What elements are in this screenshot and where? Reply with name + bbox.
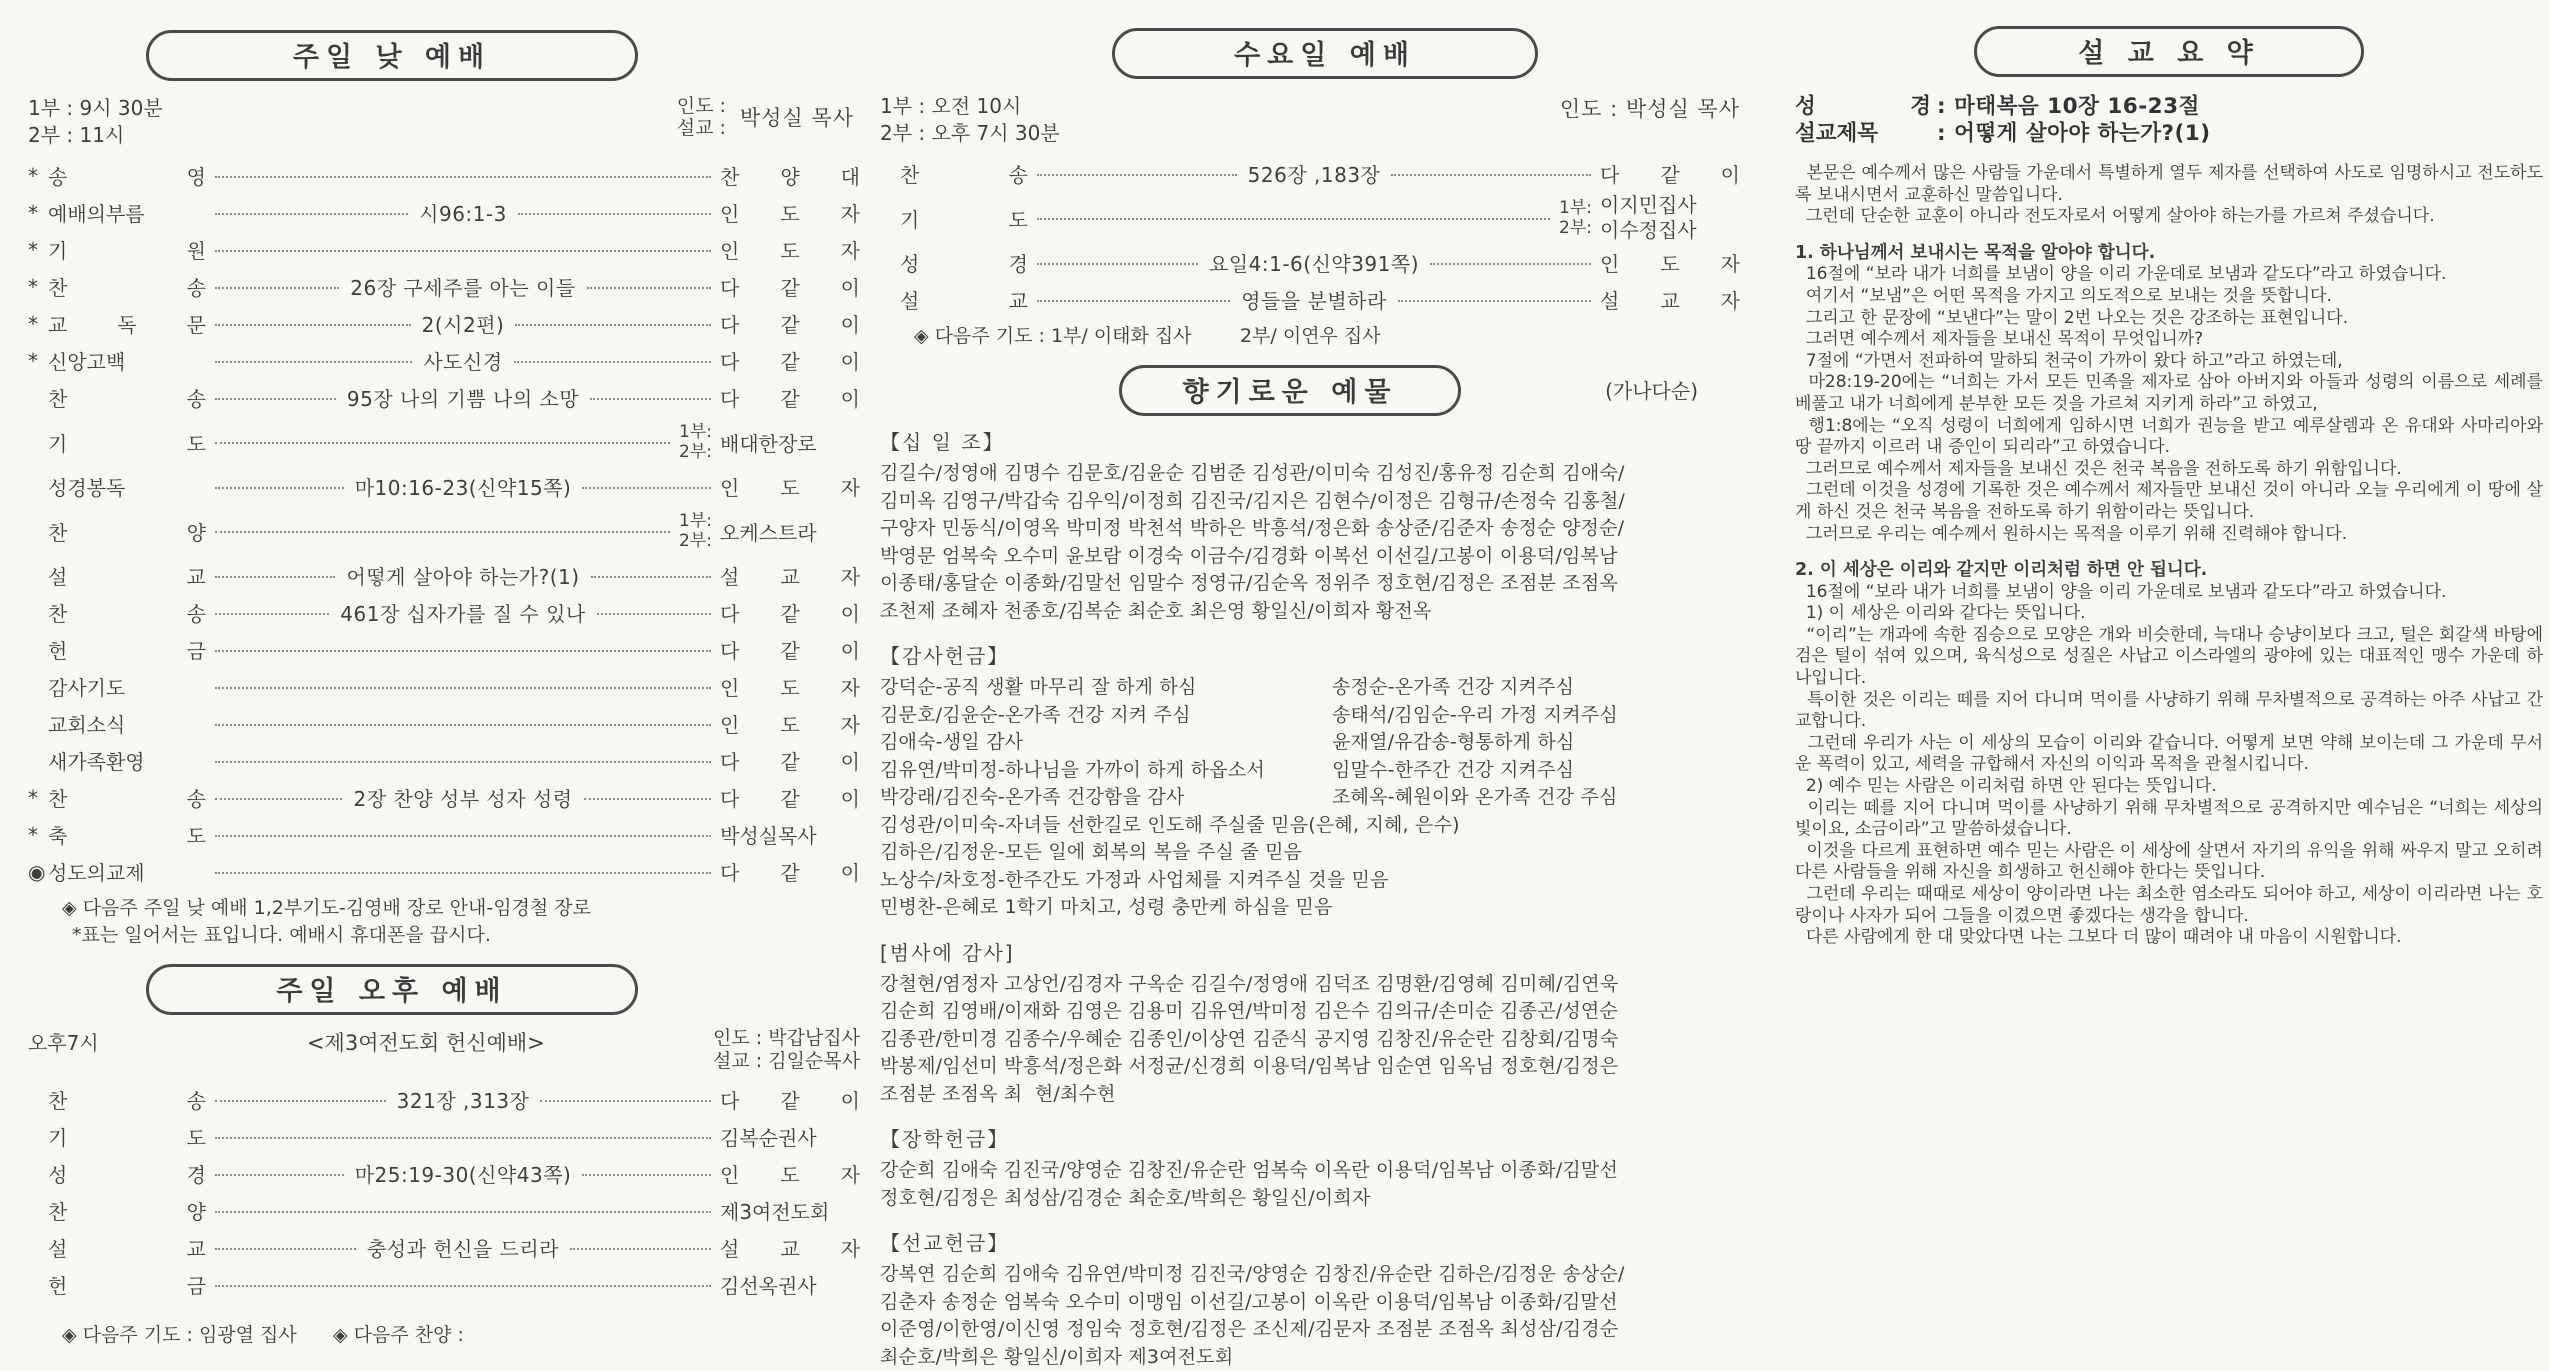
- service-row: [28, 416, 860, 468]
- offering-pair-row: [880, 702, 1740, 730]
- sermon-meta: [1795, 93, 2543, 147]
- sermon-heading: 1. 하나님께서 보내시는 목적을 알아야 합니다.: [1795, 243, 2543, 265]
- row-item: 2(시2편): [420, 309, 507, 338]
- offering-line: 구양자 민동식/이영옥 박미정 박천석 박하은 박흥석/정은화 송상준/김준자 송정순 양정순/: [880, 515, 1740, 543]
- service-row: [28, 305, 860, 342]
- offering-section: [880, 640, 1740, 922]
- dotted-leader: [215, 1086, 386, 1102]
- sermon-summary-title: 설 교 요 약: [1974, 26, 2364, 77]
- scripture-line: [1795, 93, 2543, 120]
- sunday-evening-title: 주일 오후 예배: [146, 964, 638, 1015]
- dotted-leader: [1037, 160, 1237, 176]
- service-times: [28, 95, 163, 149]
- row-label: 기 원: [48, 235, 206, 264]
- row-label: 찬 송: [48, 383, 206, 412]
- stand-note: *표는 일어서는 표입니다. 예배시 휴대폰을 끕시다.: [72, 923, 860, 948]
- row-responder: 찬 양 대: [720, 161, 860, 190]
- service-row: [28, 631, 860, 668]
- row-label: 찬 양: [48, 1196, 206, 1225]
- sermon-paragraph: 16절에 “보라 내가 너희를 보냄이 양을 이리 가운데로 보냄과 같도다”라고 하였습니다.: [1795, 582, 2543, 604]
- dotted-leader: [1037, 249, 1198, 265]
- row-label: 성 경: [900, 248, 1028, 277]
- dotted-leader: [215, 858, 711, 874]
- row-responder: [1600, 193, 1740, 243]
- sermon-paragraph: 여기서 “보냄”은 어떤 목적을 가지고 의도적으로 보내는 것을 뜻합니다.: [1795, 286, 2543, 308]
- service-row: [28, 505, 860, 557]
- sermon-paragraph: 그런데 우리는 때때로 세상이 양이라면 나는 최소한 염소라도 되어야 하고, 세상이 이리라면 나는 호랑이나 사자가 되어 그들을 이겼으면 좋겠다는 생각을 합니다.: [1795, 884, 2543, 927]
- offering-line: 이준영/이한영/이신영 정임숙 정호현/김정은 조신제/김문자 조점분 조점옥 최성삼/김경순: [880, 1316, 1740, 1344]
- row-responder: 다 같 이: [720, 783, 860, 812]
- offering-line: 조점분 조점옥 최 현/최수현: [880, 1081, 1740, 1109]
- service-row: [28, 157, 860, 194]
- offering-line: 강순희 김애숙 김진국/양영순 김창진/유순란 엄복숙 이옥란 이용덕/임복남 이종화/김말선: [880, 1157, 1740, 1185]
- preacher-label: 설교 :: [677, 117, 726, 139]
- row-item: 461장 십자가를 질 수 있나: [338, 598, 587, 627]
- row-mark: *: [28, 349, 48, 373]
- wednesday-rows: [880, 155, 1740, 318]
- dotted-leader: [215, 1197, 711, 1213]
- row-mark: *: [28, 238, 48, 262]
- row-item: 321장 ,313장: [395, 1085, 532, 1114]
- dotted-leader: [215, 821, 711, 837]
- dotted-leader: [215, 747, 711, 763]
- row-item: 충성과 헌신을 드리라: [365, 1233, 561, 1262]
- offering-line: 민병찬-은혜로 1학기 마치고, 성령 충만케 하심을 믿음: [880, 894, 1740, 922]
- service-row: [28, 742, 860, 779]
- row-responder: 인 도 자: [720, 235, 860, 264]
- row-responder: 설 교 자: [720, 1233, 860, 1262]
- wednesday-offerings-column: [880, 0, 1740, 1371]
- dotted-leader: [1391, 160, 1591, 176]
- dotted-leader: [215, 384, 336, 400]
- service-row: [28, 557, 860, 594]
- offering-section-title: 【선교헌금】: [880, 1227, 1740, 1256]
- dotted-leader: [215, 1123, 711, 1139]
- service-row: [28, 1192, 860, 1229]
- service-time-1: 1부 : 9시 30분: [28, 95, 163, 122]
- dotted-leader: [591, 562, 711, 578]
- row-item: 마25:19-30(신약43쪽): [353, 1159, 574, 1188]
- service-row: [28, 1081, 860, 1118]
- offering-pair-row: [880, 674, 1740, 702]
- row-mark: *: [28, 786, 48, 810]
- sunday-day-header: [28, 95, 860, 149]
- offering-line: 김길수/정영애 김명수 김문호/김윤순 김범준 김성관/이미숙 김성진/홍유정 김순희 김애숙/: [880, 460, 1740, 488]
- offering-line: 이종태/홍달순 이종화/김말선 임말수 정영규/김순옥 정위주 정호현/김정은 조점분 조점옥: [880, 570, 1740, 598]
- evening-preacher: 설교 : 김일순목사: [713, 1050, 860, 1073]
- offering-entry: 윤재열/유감송-형통하게 하심: [1332, 729, 1740, 757]
- sermon-paragraph: 그런데 단순한 교훈이 아니라 전도자로서 어떻게 살아야 하는가를 가르쳐 주셨습니다.: [1795, 206, 2543, 228]
- row-label: 찬 송: [48, 272, 206, 301]
- row-mark: *: [28, 275, 48, 299]
- sermon-paragraph: 특이한 것은 이리는 떼를 지어 다니며 먹이를 사냥하기 위해 무차별적으로 공격하는 아주 사납고 간교합니다.: [1795, 690, 2543, 733]
- next-week-note: ◈ 다음주 주일 낮 예배 1,2부기도-김영배 장로 안내-임경철 장로: [62, 896, 860, 921]
- dotted-leader: [1037, 204, 1550, 220]
- offering-section-title: 【십 일 조】: [880, 426, 1740, 455]
- wednesday-time-1: 1부 : 오전 10시: [880, 93, 1060, 120]
- service-row: [28, 668, 860, 705]
- row-label: 감사기도: [48, 672, 206, 701]
- sermon-paragraph: 그런데 우리가 사는 이 세상의 모습이 이리와 같습니다. 어떻게 보면 약해 보이는데 그 가운데 무서운 폭력이 있고, 세력을 규합해서 자신의 이익과 목적을 관철시킵니다.: [1795, 733, 2543, 776]
- row-responder: 설 교 자: [1600, 285, 1740, 314]
- row-label: 송 영: [48, 161, 206, 190]
- row-responder: 박성실목사: [720, 820, 860, 849]
- service-row: [28, 1266, 860, 1303]
- offering-line: 김종관/한미경 김종수/우혜순 김종인/이상연 김준식 공지영 김창진/유순란 김창회/김명숙: [880, 1026, 1740, 1054]
- sermon-paragraph: 이리는 떼를 지어 다니며 먹이를 사냥하기 위해 무차별적으로 공격하지만 예수님은 “너희는 세상의 빛이요, 소금이라”고 말씀하셨습니다.: [1795, 798, 2543, 841]
- dotted-leader: [215, 710, 711, 726]
- sermon-paragraph: 2) 예수 믿는 사람은 이리처럼 하면 안 된다는 뜻입니다.: [1795, 776, 2543, 798]
- offering-pair-row: [880, 757, 1740, 785]
- wednesday-times: [880, 93, 1060, 147]
- sermon-paragraph: 그리고 한 문장에 “보낸다”는 말이 2번 나오는 것은 강조하는 표현입니다.: [1795, 308, 2543, 330]
- subject-line: [1795, 120, 2543, 147]
- offerings-title: 향기로운 예물: [1119, 365, 1461, 416]
- dotted-leader: [590, 384, 711, 400]
- row-label: 성경봉독: [48, 472, 206, 501]
- row-item: 어떻게 살아야 하는가?(1): [344, 561, 581, 590]
- row-item: 마10:16-23(신약15쪽): [353, 472, 574, 501]
- sermon-paragraph: 그런데 이것을 성경에 기록한 것은 예수께서 제자들만 보내신 것이 아니라 오늘 우리에게 이 땅에 살게 하신 것은 천국 복음을 전하도록 하기 위함이라는 뜻입니다.: [1795, 480, 2543, 523]
- sermon-paragraph: 행1:8에는 “오직 성령이 너희에게 임하시면 너희가 권능을 받고 예루살렘과 온 유대와 사마리아와 땅 끝까지 이르러 내 증인이 되리라”고 하였습니다.: [1795, 416, 2543, 459]
- part-label: 2부:: [1559, 218, 1592, 238]
- row-responder: 인 도 자: [720, 1159, 860, 1188]
- sermon-paragraph: 7절에 “가면서 전파하여 말하되 천국이 가까이 왔다 하고”라고 하였는데,: [1795, 351, 2543, 373]
- evening-leader: 인도 : 박갑남집사: [713, 1027, 860, 1050]
- row-item: 526장 ,183장: [1246, 159, 1383, 188]
- row-part-labels: [679, 511, 712, 551]
- dotted-leader: [215, 784, 342, 800]
- sermon-summary-column: [1795, 0, 2543, 949]
- sunday-evening-header: [28, 1027, 860, 1073]
- offering-line: 최순호/박희은 황일신/이희자 제3여전도회: [880, 1344, 1740, 1371]
- service-row: [28, 379, 860, 416]
- row-part-labels: [679, 422, 712, 462]
- dotted-leader: [587, 273, 711, 289]
- leader-labels: [677, 95, 726, 139]
- row-responder: 다 같 이: [720, 635, 860, 664]
- row-label: 설 교: [48, 561, 206, 590]
- sermon-paragraph: 이것을 다르게 표현하면 예수 믿는 사람은 이 세상에 살면서 자기의 유익을 위해 싸우지 말고 오히려 다른 사람들을 위해 자신을 희생하고 헌신해야 한다는 뜻입니다.: [1795, 841, 2543, 884]
- sunday-day-column: [28, 0, 860, 1348]
- sermon-body: [1795, 163, 2543, 949]
- service-row: [28, 194, 860, 231]
- row-item: 95장 나의 기쁨 나의 소망: [345, 383, 581, 412]
- dotted-leader: [215, 673, 711, 689]
- service-row: [28, 268, 860, 305]
- service-row: [880, 155, 1740, 192]
- sermon-paragraph: 본문은 예수께서 많은 사람들 가운데서 특별하게 열두 제자를 선택하여 사도로 임명하시고 전도하도록 보내시면서 교훈하신 말씀입니다.: [1795, 163, 2543, 206]
- dotted-leader: [215, 517, 670, 533]
- row-responder: 다 같 이: [720, 1085, 860, 1114]
- dotted-leader: [215, 562, 335, 578]
- sermon-paragraph: 16절에 “보라 내가 너희를 보냄이 양을 이리 가운데로 보냄과 같도다”라고 하였습니다.: [1795, 264, 2543, 286]
- subject-label: 설교제목: [1795, 120, 1931, 147]
- row-label: 기 도: [48, 428, 206, 457]
- row-item: 사도신경: [421, 346, 504, 375]
- row-label: 성도의교제: [48, 857, 206, 886]
- sermon-paragraph: “이리”는 개과에 속한 짐승으로 모양은 개와 비슷한데, 늑대나 승냥이보다 크고, 털은 회갈색 바탕에 검은 털이 섞여 있으며, 육식성으로 성질은 사납고 이스라엘의 광야에 있는 대표적인 맹수 가운데 하나입니다.: [1795, 625, 2543, 690]
- row-responder: 제3여전도회: [720, 1196, 860, 1225]
- sermon-paragraph: 그러므로 예수께서 제자들을 보내신 것은 천국 복음을 전하도록 하기 위함입니다.: [1795, 459, 2543, 481]
- row-label: 찬 송: [48, 1085, 206, 1114]
- service-row: [28, 1229, 860, 1266]
- wednesday-next-week-note: ◈ 다음주 기도 : 1부/ 이태화 집사 2부/ 이연우 집사: [914, 324, 1740, 349]
- row-responder: 다 같 이: [720, 272, 860, 301]
- offering-entry: 송태석/김임순-우리 가정 지켜주심: [1332, 702, 1740, 730]
- offering-line: 김하은/김정운-모든 일에 회복의 복을 주실 줄 믿음: [880, 839, 1740, 867]
- row-label: 설 교: [900, 285, 1028, 314]
- row-item: 요일4:1-6(신약391쪽): [1207, 248, 1421, 277]
- sermon-paragraph: 마28:19-20에는 “너희는 가서 모든 민족을 제자로 삼아 아버지와 아들과 성령의 이름으로 세례를 베풀고 내가 너희에게 분부한 모든 것을 가르쳐 지키게 하라”고 하였고,: [1795, 372, 2543, 415]
- dotted-leader: [215, 473, 344, 489]
- row-label: 기 도: [900, 204, 1028, 233]
- dotted-leader: [215, 273, 339, 289]
- row-label: 신앙고백: [48, 346, 206, 375]
- sermon-paragraph: 그러므로 우리는 예수께서 원하시는 목적을 이루기 위해 진력해야 합니다.: [1795, 524, 2543, 546]
- part-label: 1부:: [679, 511, 712, 531]
- evening-subtitle: <제3여전도회 헌신예배>: [307, 1027, 545, 1057]
- service-row: [880, 281, 1740, 318]
- dotted-leader: [215, 347, 412, 363]
- offering-line: 정호현/김정은 최성삼/김경순 최순호/박희은 황일신/이희자: [880, 1185, 1740, 1213]
- dotted-leader: [1398, 286, 1591, 302]
- row-mark: *: [28, 312, 48, 336]
- offering-line: 김성관/이미숙-자녀들 선한길로 인도해 주실줄 믿음(은혜, 지혜, 은수): [880, 812, 1740, 840]
- row-label: 교회소식: [48, 709, 206, 738]
- offering-entry: 김문호/김윤순-온가족 건강 지켜 주심: [880, 702, 1332, 730]
- dotted-leader: [215, 199, 408, 215]
- row-label: 예배의부름: [48, 198, 206, 227]
- row-label: 축 도: [48, 820, 206, 849]
- row-mark: ◉: [28, 860, 48, 884]
- dotted-leader: [215, 428, 670, 444]
- row-responder: 김선옥권사: [720, 1270, 860, 1299]
- offering-entry: 송정순-온가족 건강 지켜주심: [1332, 674, 1740, 702]
- part-label: 1부:: [679, 422, 712, 442]
- row-label: 찬 송: [900, 159, 1028, 188]
- offerings-header: [880, 365, 1740, 411]
- row-mark: *: [28, 164, 48, 188]
- offering-line: 김순희 김영배/이재화 김영은 김용미 김유연/박미정 김은수 김의규/손미순 김종곤/성연순: [880, 998, 1740, 1026]
- part-label: 2부:: [679, 442, 712, 462]
- offering-line: 노상수/차호정-한주간도 가정과 사업체를 지켜주실 것을 믿음: [880, 867, 1740, 895]
- row-label: 헌 금: [48, 1270, 206, 1299]
- row-responder: 인 도 자: [720, 472, 860, 501]
- evening-next-week-note: ◈ 다음주 기도 : 임광열 집사 ◈ 다음주 찬양 :: [62, 1323, 860, 1348]
- row-responder: 인 도 자: [1600, 248, 1740, 277]
- dotted-leader: [584, 784, 711, 800]
- row-responder: 인 도 자: [720, 709, 860, 738]
- offerings-sections: [880, 426, 1740, 1371]
- service-row: [28, 1155, 860, 1192]
- row-responder: 인 도 자: [720, 672, 860, 701]
- offering-entry: 김애숙-생일 감사: [880, 729, 1332, 757]
- dotted-leader: [518, 199, 711, 215]
- wednesday-leader: 인도 : 박성실 목사: [1560, 93, 1740, 123]
- row-label: 교 독 문: [48, 309, 206, 338]
- offering-line: 김춘자 송정순 엄복숙 오수미 이맹임 이선길/고봉이 이옥란 이용덕/임복남 이종화/김말선: [880, 1289, 1740, 1317]
- offering-section: [880, 937, 1740, 1109]
- row-responder: 인 도 자: [720, 198, 860, 227]
- dotted-leader: [215, 1234, 356, 1250]
- offering-entry: 박강래/김진숙-온가족 건강함을 감사: [880, 784, 1332, 812]
- offering-entry: 김유연/박미정-하나님을 가까이 하게 하옵소서: [880, 757, 1332, 785]
- dotted-leader: [215, 236, 711, 252]
- service-time-2: 2부 : 11시: [28, 122, 163, 149]
- row-responder: 설 교 자: [720, 561, 860, 590]
- offering-section-title: 【장학헌금】: [880, 1123, 1740, 1152]
- offering-section: [880, 426, 1740, 625]
- row-responder: 다 같 이: [720, 309, 860, 338]
- scripture-value: : 마태복음 10장 16-23절: [1937, 93, 2200, 120]
- row-item: 시96:1-3: [417, 198, 509, 227]
- service-row: [28, 342, 860, 379]
- row-responder: 배대한장로: [720, 428, 860, 457]
- leader-name: 박성실 목사: [740, 102, 854, 132]
- sunday-evening-rows: [28, 1081, 860, 1303]
- dotted-leader: [515, 310, 711, 326]
- row-label: 찬 송: [48, 598, 206, 627]
- row-label: 성 경: [48, 1159, 206, 1188]
- row-label: 기 도: [48, 1122, 206, 1151]
- offering-line: 강철현/염정자 고상언/김경자 구옥순 김길수/정영애 김덕조 김명환/김영혜 김미혜/김연욱: [880, 971, 1740, 999]
- service-row: [28, 779, 860, 816]
- service-row: [28, 705, 860, 742]
- row-mark: *: [28, 823, 48, 847]
- offering-line: 강복연 김순희 김애숙 김유연/박미정 김진국/양영순 김창진/유순란 김하은/김정운 송상순/: [880, 1261, 1740, 1289]
- dotted-leader: [215, 1271, 711, 1287]
- evening-time: 오후7시: [28, 1027, 99, 1056]
- offering-pair-row: [880, 784, 1740, 812]
- row-responder: 오케스트라: [720, 517, 860, 546]
- offerings-order-note: (가나다순): [1605, 375, 1698, 404]
- dotted-leader: [540, 1086, 711, 1102]
- offering-section-title: [범사에 감사]: [880, 937, 1740, 966]
- row-responder: 김복순권사: [720, 1122, 860, 1151]
- row-responder: 다 같 이: [720, 346, 860, 375]
- dotted-leader: [582, 473, 711, 489]
- offering-entry: 임말수-한주간 건강 지켜주심: [1332, 757, 1740, 785]
- sermon-paragraph: 다른 사람에게 한 대 맞았다면 나는 그보다 더 많이 때려야 내 마음이 시원합니다.: [1795, 927, 2543, 949]
- leader-label: 인도 :: [677, 95, 726, 117]
- row-label: 찬 송: [48, 783, 206, 812]
- row-part-labels: [1559, 198, 1592, 238]
- subject-value: : 어떻게 살아야 하는가?(1): [1937, 120, 2211, 147]
- offering-section: [880, 1227, 1740, 1371]
- responder-line: 이수정집사: [1600, 218, 1740, 243]
- sunday-day-title: 주일 낮 예배: [146, 30, 638, 81]
- scripture-label: 성 경: [1795, 93, 1931, 120]
- responder-line: 이지민집사: [1600, 193, 1740, 218]
- row-label: 설 교: [48, 1233, 206, 1262]
- wednesday-header: [880, 93, 1740, 147]
- row-mark: *: [28, 201, 48, 225]
- row-responder: 다 같 이: [720, 857, 860, 886]
- row-responder: 다 같 이: [720, 746, 860, 775]
- sunday-day-rows: [28, 157, 860, 890]
- service-row: [28, 231, 860, 268]
- leader-block: [677, 95, 854, 139]
- offering-line: 박영문 엄복숙 오수미 윤보람 이경숙 이금수/김경화 이복선 이선길/고봉이 이용덕/임복남: [880, 543, 1740, 571]
- service-row: [880, 244, 1740, 281]
- row-item: 2장 찬양 성부 성자 성령: [351, 783, 574, 812]
- wednesday-time-2: 2부 : 오후 7시 30분: [880, 120, 1060, 147]
- offering-section: [880, 1123, 1740, 1212]
- row-item: 영들을 분별하라: [1239, 285, 1389, 314]
- dotted-leader: [582, 1160, 711, 1176]
- part-label: 2부:: [679, 531, 712, 551]
- offering-section-title: 【감사헌금】: [880, 640, 1740, 669]
- service-row: [28, 594, 860, 631]
- dotted-leader: [570, 1234, 711, 1250]
- dotted-leader: [1037, 286, 1230, 302]
- dotted-leader: [597, 599, 711, 615]
- dotted-leader: [215, 1160, 344, 1176]
- offering-line: 박봉제/임선미 박흥석/정은화 서정균/신경희 이용덕/임복남 임순연 임옥님 정호현/김정은: [880, 1053, 1740, 1081]
- sermon-heading: 2. 이 세상은 이리와 같지만 이리처럼 하면 안 됩니다.: [1795, 560, 2543, 582]
- service-row: [28, 1118, 860, 1155]
- service-row: [28, 816, 860, 853]
- sermon-paragraph: 그러면 예수께서 제자들을 보내신 목적이 무엇입니까?: [1795, 329, 2543, 351]
- row-item: 26장 구세주를 아는 이들: [348, 272, 577, 301]
- part-label: 1부:: [1559, 198, 1592, 218]
- service-row: [880, 192, 1740, 244]
- offering-line: 조천제 조혜자 천종호/김복순 최순호 최은영 황일신/이희자 황전옥: [880, 598, 1740, 626]
- row-label: 찬 양: [48, 517, 206, 546]
- wednesday-title: 수요일 예배: [1112, 28, 1538, 79]
- service-row: [28, 853, 860, 890]
- service-row: [28, 468, 860, 505]
- offering-entry: 강덕순-공직 생활 마무리 잘 하게 하심: [880, 674, 1332, 702]
- row-responder: 다 같 이: [720, 598, 860, 627]
- offering-entry: 조혜옥-혜원이와 온가족 건강 주심: [1332, 784, 1740, 812]
- offering-line: 김미옥 김영구/박갑숙 김우익/이정희 김진국/김지은 김현수/이정은 김형규/손정숙 김홍철/: [880, 488, 1740, 516]
- dotted-leader: [215, 599, 329, 615]
- dotted-leader: [215, 162, 711, 178]
- dotted-leader: [215, 310, 411, 326]
- row-label: 헌 금: [48, 635, 206, 664]
- dotted-leader: [215, 636, 711, 652]
- sermon-paragraph: 1) 이 세상은 이리와 같다는 뜻입니다.: [1795, 603, 2543, 625]
- offering-pair-row: [880, 729, 1740, 757]
- dotted-leader: [514, 347, 711, 363]
- dotted-leader: [1430, 249, 1591, 265]
- row-responder: 다 같 이: [1600, 159, 1740, 188]
- row-responder: 다 같 이: [720, 383, 860, 412]
- evening-leaders: [713, 1027, 860, 1073]
- row-label: 새가족환영: [48, 746, 206, 775]
